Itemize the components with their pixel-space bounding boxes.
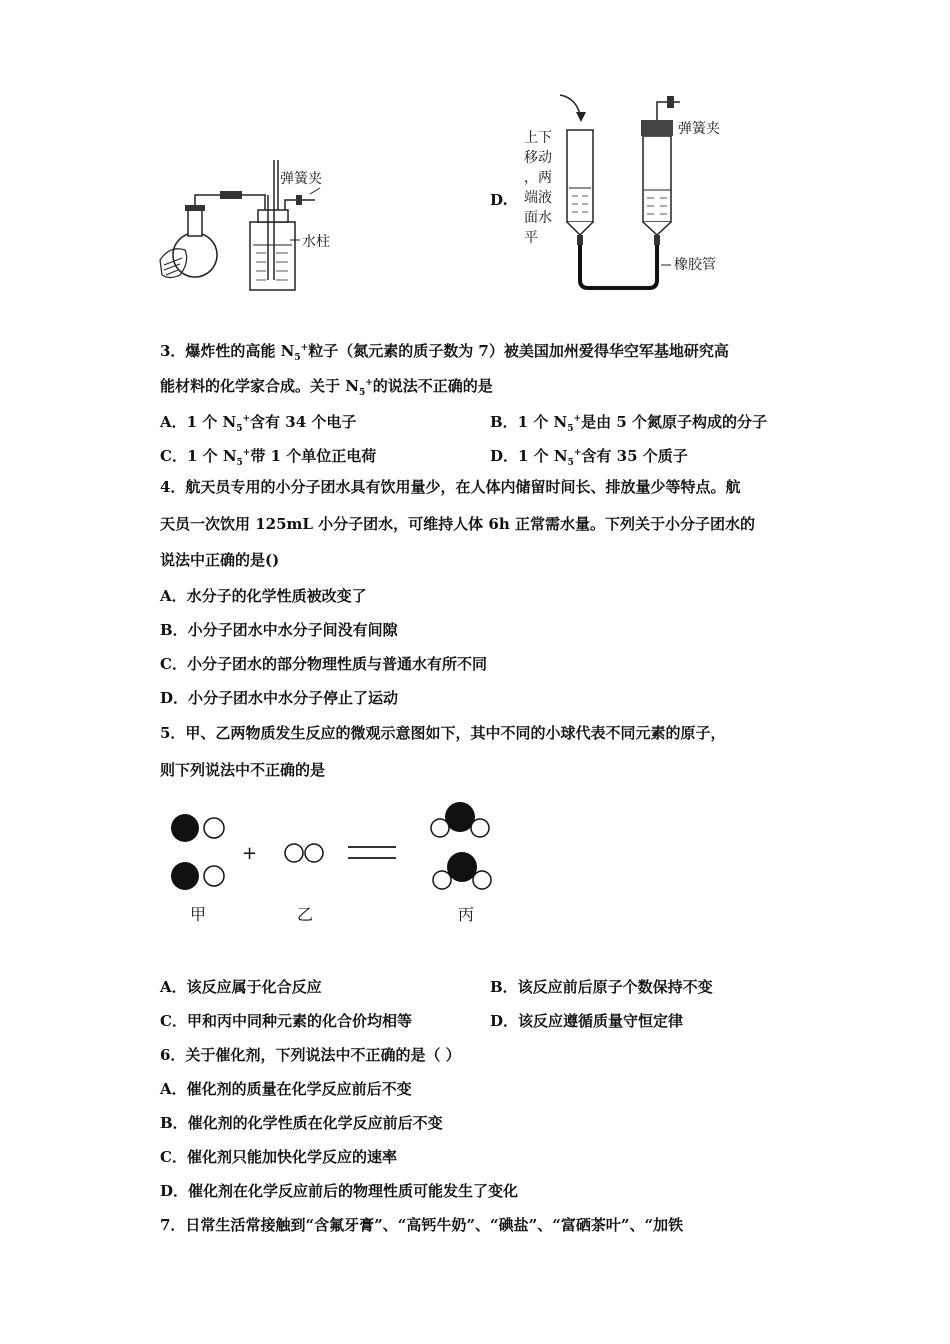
vertical-caption-line: 面水 xyxy=(524,210,552,226)
option-text: A．1 个 N xyxy=(160,413,237,431)
q5-option-a[interactable]: A．该反应属于化合反应 xyxy=(160,978,322,996)
q5-option-b[interactable]: B．该反应前后原子个数保持不变 xyxy=(490,978,713,996)
option-d-letter-figure: D. xyxy=(490,191,508,209)
white-atom xyxy=(433,871,451,889)
q3-option-a[interactable] xyxy=(160,409,356,439)
white-atom xyxy=(431,819,449,837)
q4-option-d[interactable]: D．小分子团水中水分子停止了运动 xyxy=(160,689,399,707)
option-sup: + xyxy=(573,448,582,458)
white-atom xyxy=(471,819,489,837)
q6-stem: 6．关于催化剂，下列说法中不正确的是（ ） xyxy=(160,1046,461,1064)
option-sub: 5 xyxy=(236,424,243,434)
q5-stem-line-1: 5．甲、乙两物质发生反应的微观示意图如下，其中不同的小球代表不同元素的原子， xyxy=(160,724,726,742)
black-atom xyxy=(171,862,199,890)
white-atom xyxy=(204,818,224,838)
q3-option-c[interactable] xyxy=(160,443,376,473)
vertical-caption-line: 端液 xyxy=(524,190,552,206)
q3-text: 能材料的化学家合成。关于 N xyxy=(160,377,359,395)
q5-label-yi: 乙 xyxy=(297,905,314,924)
q5-label-bing: 丙 xyxy=(458,905,475,924)
white-atom xyxy=(285,844,303,862)
q3-sub: 5 xyxy=(358,388,366,398)
option-sub: 5 xyxy=(567,458,574,468)
option-sub: 5 xyxy=(236,458,243,468)
q4-stem-line-2: 天员一次饮用 125mL 小分子团水，可维持人体 6h 正常需水量。下列关于小分子团水的 xyxy=(160,515,755,533)
q7-stem: 7．日常生活常接触到“含氟牙膏”、“高钙牛奶”、“碘盐”、“富硒茶叶”、“加铁 xyxy=(160,1216,684,1234)
option-text: 是由 5 个氮原子构成的分子 xyxy=(581,413,767,431)
option-text: B．1 个 N xyxy=(490,413,568,431)
q5-label-jia: 甲 xyxy=(190,905,207,924)
q6-option-a[interactable]: A．催化剂的质量在化学反应前后不变 xyxy=(160,1080,412,1098)
option-text: D．1 个 N xyxy=(490,447,568,465)
q3-option-d[interactable] xyxy=(490,443,688,473)
white-atom xyxy=(473,871,491,889)
white-atom xyxy=(305,844,323,862)
label-spring-clip-right: 弹簧夹 xyxy=(678,121,720,137)
q3-text: 粒子（氮元素的质子数为 7）被美国加州爱得华空军基地研究高 xyxy=(308,342,729,360)
option-text: 含有 34 个电子 xyxy=(250,413,357,431)
q6-option-b[interactable]: B．催化剂的化学性质在化学反应前后不变 xyxy=(160,1114,443,1132)
q6-option-c[interactable]: C．催化剂只能加快化学反应的速率 xyxy=(160,1148,397,1166)
label-water-column: 水柱 xyxy=(302,234,330,250)
q5-stem-line-2: 则下列说法中不正确的是 xyxy=(160,761,326,779)
q3-text: 的说法不正确的是 xyxy=(372,377,493,395)
label-rubber-tube: 橡胶管 xyxy=(674,257,716,273)
q3-stem-line-2 xyxy=(160,373,493,403)
q5-option-c[interactable]: C．甲和丙中同种元素的化合价均相等 xyxy=(160,1012,412,1030)
option-sup: + xyxy=(573,414,582,424)
q5-plus-sign: + xyxy=(242,843,258,864)
option-sup: + xyxy=(242,448,251,458)
white-atom xyxy=(204,866,224,886)
q4-stem-line-1: 4．航天员专用的小分子团水具有饮用量少，在人体内储留时间长、排放量少等特点。航 xyxy=(160,478,741,496)
q4-option-c[interactable]: C．小分子团水的部分物理性质与普通水有所不同 xyxy=(160,655,487,673)
q3-sup: + xyxy=(300,343,309,353)
option-text: C．1 个 N xyxy=(160,447,237,465)
option-sup: + xyxy=(242,414,251,424)
q4-option-b[interactable]: B．小分子团水中水分子间没有间隙 xyxy=(160,621,398,639)
q5-option-d[interactable]: D．该反应遵循质量守恒定律 xyxy=(490,1012,684,1030)
option-text: 带 1 个单位正电荷 xyxy=(250,447,377,465)
option-sub: 5 xyxy=(567,424,574,434)
apparatus-left-drawing xyxy=(150,150,400,300)
vertical-caption-line: 移动 xyxy=(524,150,552,166)
label-spring-clip-left: 弹簧夹 xyxy=(280,171,322,187)
option-text: 含有 35 个质子 xyxy=(581,447,688,465)
q4-option-a[interactable]: A．水分子的化学性质被改变了 xyxy=(160,587,367,605)
q3-sup: + xyxy=(365,378,373,388)
q3-option-b[interactable] xyxy=(490,409,767,439)
vertical-caption-line: 上下 xyxy=(524,130,552,146)
q3-stem-line-1 xyxy=(160,338,729,368)
black-atom xyxy=(171,814,199,842)
q6-option-d[interactable]: D．催化剂在化学反应前后的物理性质可能发生了变化 xyxy=(160,1182,519,1200)
q3-sub: 5 xyxy=(294,353,301,363)
figure-apparatus-left xyxy=(150,150,400,300)
q4-stem-line-3: 说法中正确的是() xyxy=(160,551,280,569)
black-atom xyxy=(447,852,477,882)
vertical-caption-line: ，两 xyxy=(524,170,552,186)
q3-text: 3．爆炸性的高能 N xyxy=(160,342,295,360)
vertical-caption-line: 平 xyxy=(524,230,538,246)
